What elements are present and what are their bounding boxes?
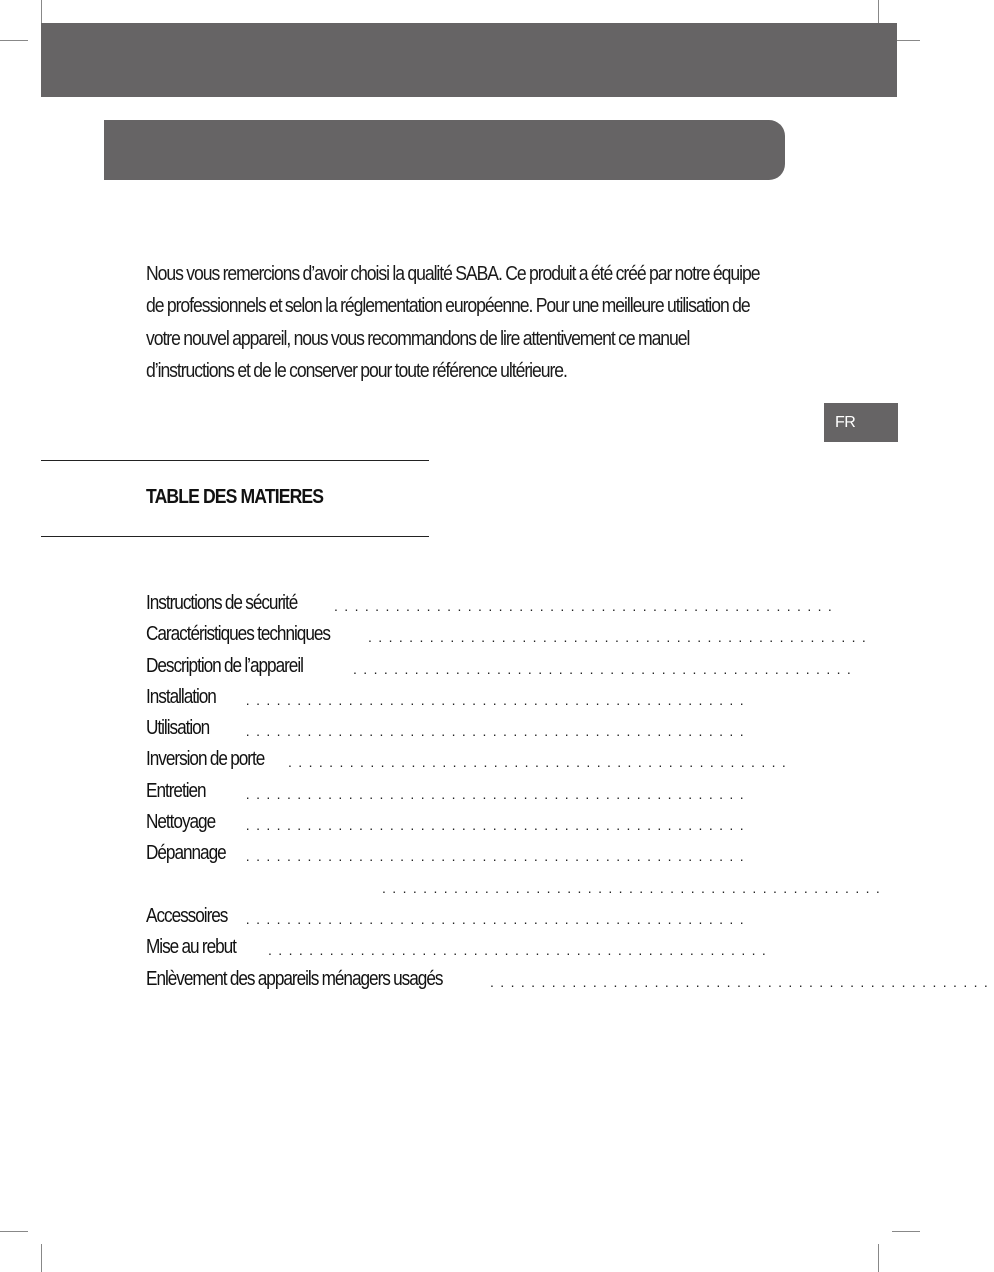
crop-mark bbox=[41, 1244, 42, 1272]
table-of-contents bbox=[146, 590, 994, 997]
dot-leader: ................................................. bbox=[268, 942, 773, 959]
toc-item bbox=[146, 715, 766, 746]
toc-item-label: Accessoires bbox=[146, 904, 228, 927]
toc-item-label: Utilisation bbox=[146, 717, 210, 740]
intro-paragraph: Nous vous remercions d’avoir choisi la qualité SABA. Ce produit a été créé par notre équipe de professionnels et selon la réglementation européenne. Pour une meilleure utilisation de votre nouvel appareil, nous vous recommandons de lire attentivement ce manuel d’instructions et de le conserver pour toute référence ultérieure. bbox=[146, 263, 760, 383]
dot-leader: ................................................. bbox=[245, 817, 750, 834]
toc-item-label: Dépannage bbox=[146, 842, 226, 865]
dot-leader: ................................................. bbox=[382, 879, 887, 896]
toc-item bbox=[146, 653, 858, 684]
toc-item-label: Instructions de sécurité bbox=[146, 592, 298, 614]
toc-item bbox=[146, 966, 994, 997]
toc-item bbox=[146, 590, 839, 621]
crop-mark bbox=[892, 1231, 920, 1232]
language-tab: FR bbox=[824, 403, 898, 442]
dot-leader: ................................................. bbox=[288, 754, 793, 771]
title-bar bbox=[104, 120, 785, 180]
toc-item bbox=[146, 621, 873, 652]
dot-leader: ................................................. bbox=[368, 629, 873, 646]
header-band bbox=[41, 23, 897, 97]
toc-item bbox=[146, 872, 887, 903]
toc-item-label: Inversion de porte bbox=[146, 748, 265, 771]
toc-item-label: Entretien bbox=[146, 779, 206, 802]
dot-leader: ................................................. bbox=[245, 691, 750, 708]
crop-mark bbox=[0, 1231, 28, 1232]
toc-heading: TABLE DES MATIERES bbox=[146, 486, 324, 508]
dot-leader: ................................................. bbox=[245, 910, 750, 927]
divider-bottom bbox=[41, 536, 429, 537]
dot-leader: ................................................. bbox=[245, 848, 750, 865]
toc-item-label: Nettoyage bbox=[146, 811, 216, 834]
toc-item bbox=[146, 746, 793, 777]
toc-item-label: Mise au rebut bbox=[146, 936, 236, 959]
dot-leader: ................................................. bbox=[245, 785, 750, 802]
toc-item-label: Caractéristiques techniques bbox=[146, 623, 330, 646]
toc-item-label: Enlèvement des appareils ménagers usagés bbox=[146, 967, 443, 990]
crop-mark bbox=[878, 1244, 879, 1272]
dot-leader: ................................................. bbox=[353, 660, 858, 677]
toc-item bbox=[146, 684, 766, 715]
divider-top bbox=[41, 460, 429, 461]
toc-item bbox=[146, 778, 766, 809]
dot-leader: ................................................. bbox=[245, 723, 750, 740]
toc-item bbox=[146, 809, 766, 840]
toc-item-label: Installation bbox=[146, 685, 216, 708]
crop-mark bbox=[0, 40, 28, 41]
toc-item bbox=[146, 840, 766, 871]
toc-item bbox=[146, 903, 766, 934]
toc-item bbox=[146, 934, 773, 965]
dot-leader: ................................................. bbox=[334, 598, 839, 614]
dot-leader: ................................................. bbox=[490, 973, 994, 990]
toc-item-label: Description de l’appareil bbox=[146, 654, 303, 677]
